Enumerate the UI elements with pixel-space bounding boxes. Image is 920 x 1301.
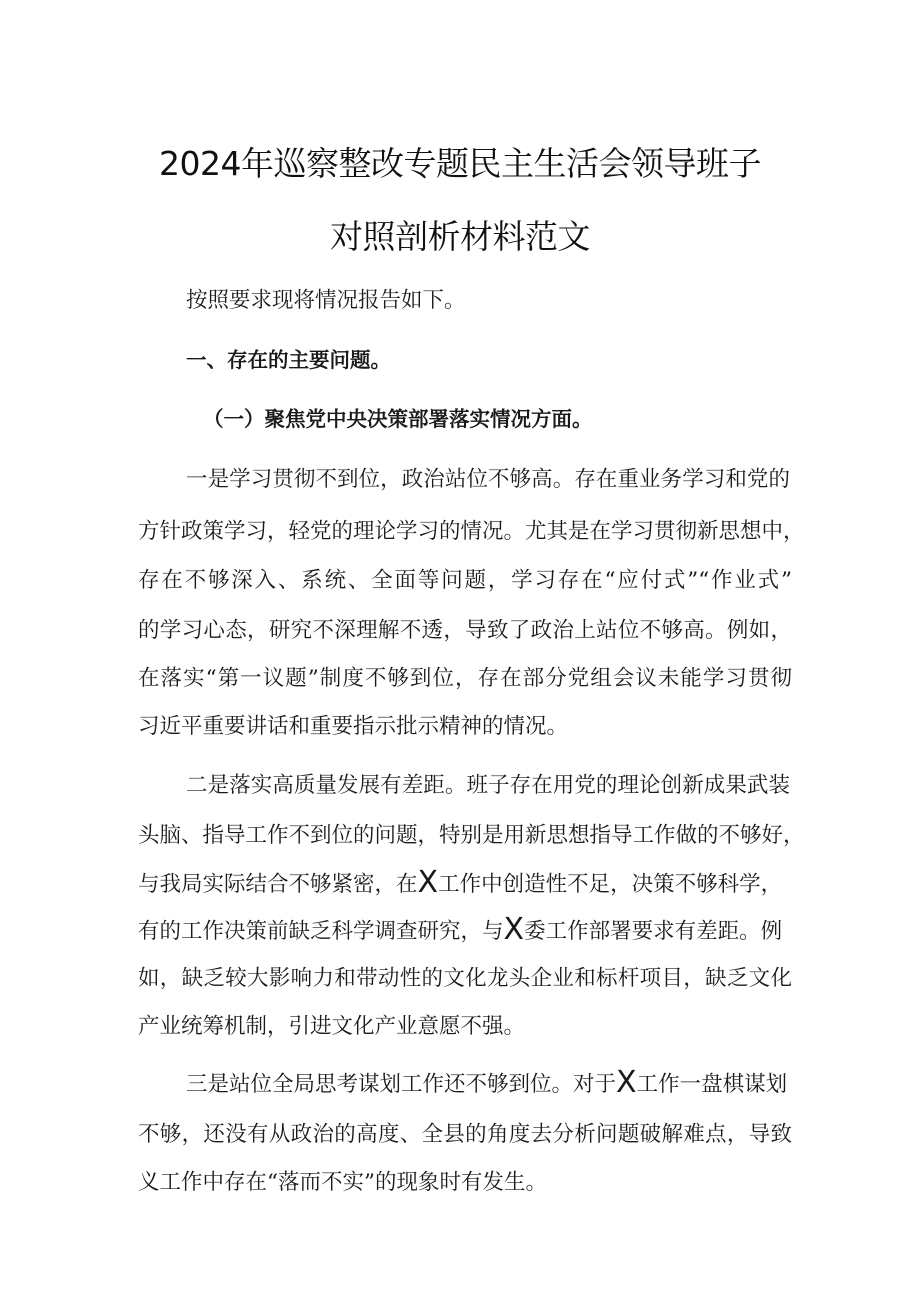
paragraph-2-line: 如，缺乏较大影响力和带动性的文化龙头企业和标杆项目，缺乏文化 — [138, 966, 792, 991]
paragraph-2-text: 工作中创造性不足，决策不够科学， — [438, 872, 783, 897]
paragraph-1-line: 方针政策学习，轻党的理论学习的情况。尤其是在学习贯彻新思想中， — [138, 519, 805, 544]
intro-paragraph: 按照要求现将情况报告如下。 — [186, 288, 466, 313]
paragraph-2-text: 与我局实际结合不够紧密，在 — [138, 872, 418, 897]
paragraph-3-text: 工作一盘棋谋划 — [636, 1072, 788, 1097]
subsection-heading-1: （一）聚焦党中央决策部署落实情况方面。 — [203, 407, 593, 431]
placeholder-x: X — [616, 1065, 637, 1100]
paragraph-3-line: 不够，还没有从政治的高度、全县的角度去分析问题破解难点，导致 — [138, 1122, 792, 1147]
paragraph-1-line: 一是学习贯彻不到位，政治站位不够高。存在重业务学习和党的 — [186, 467, 790, 492]
paragraph-2-line — [138, 865, 783, 900]
placeholder-x: X — [503, 912, 525, 947]
paragraph-3-line — [186, 1065, 788, 1100]
paragraph-2-line: 二是落实高质量发展有差距。班子存在用党的理论创新成果武装 — [186, 773, 790, 798]
document-title-line-2: 对照剖析材料范文 — [330, 217, 590, 256]
paragraph-2-line: 头脑、指导工作不到位的问题，特别是用新思想指导工作做的不够好， — [138, 823, 805, 848]
paragraph-2-line — [138, 912, 783, 947]
paragraph-3-line: 义工作中存在“落而不实”的现象时有发生。 — [138, 1170, 547, 1195]
paragraph-1-line: 的学习心态，研究不深理解不透，导致了政治上站位不够高。例如， — [138, 618, 792, 643]
paragraph-3-text: 三是站位全局思考谋划工作还不够到位。对于 — [186, 1072, 617, 1097]
paragraph-2-text: 有的工作决策前缺乏科学调查研究，与 — [138, 919, 504, 944]
placeholder-x: X — [417, 865, 439, 900]
paragraph-1-line: 在落实“第一议题”制度不够到位，存在部分党组会议未能学习贯彻 — [138, 666, 792, 691]
paragraph-2-line: 产业统筹机制，引进文化产业意愿不强。 — [138, 1014, 526, 1039]
section-heading-1: 一、存在的主要问题。 — [186, 348, 391, 372]
document-title-line-1: 2024年巡察整改专题民主生活会领导班子 — [159, 144, 761, 183]
paragraph-2-text: 委工作部署要求有差距。例 — [524, 919, 783, 944]
paragraph-1-line: 存在不够深入、系统、全面等问题，学习存在“应付式”“作业式” — [138, 568, 792, 593]
paragraph-1-line: 习近平重要讲话和重要指示批示精神的情况。 — [138, 714, 569, 739]
